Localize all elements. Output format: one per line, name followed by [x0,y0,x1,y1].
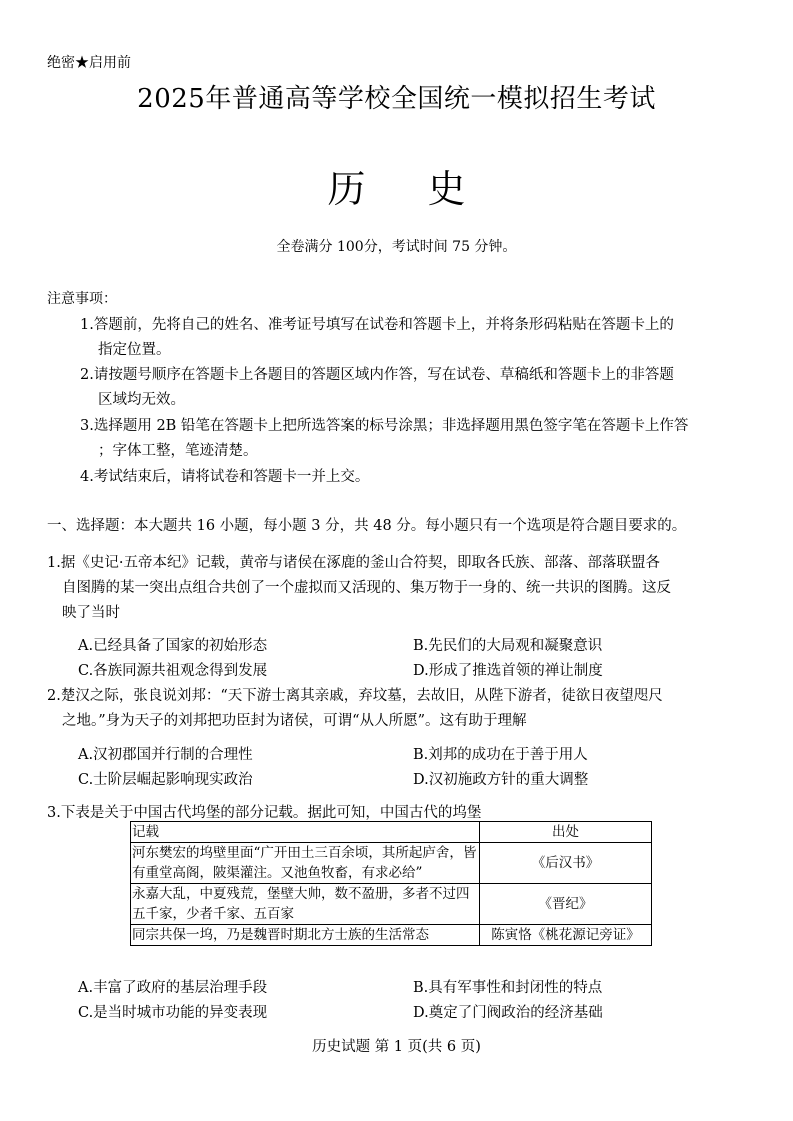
notice-item-3: 3.选择题用 2B 铅笔在答题卡上把所选答案的标号涂黑；非选择题用黑色签字笔在答题卡上作答 [80,418,689,434]
header-record: 记载 [131,822,480,843]
page-footer: 历史试题 第 1 页(共 6 页) [312,1039,481,1055]
question-1-stem-cont: 自图腾的某一突出点组合共创了一个虚拟而又活现的、集万物于一身的、统一共识的图腾。这反 [62,580,671,596]
notice-item-4: 4.考试结束后，请将试卷和答题卡一并上交。 [80,469,370,485]
subject-char-2: 史 [427,167,466,211]
question-3-option-b: B.具有军事性和封闭性的特点 [413,980,603,996]
question-3-option-a: A.丰富了政府的基层治理手段 [78,980,268,996]
notice-item-1-cont: 指定位置。 [98,342,171,358]
question-3-stem: 3.下表是关于中国古代坞堡的部分记载。据此可知，中国古代的坞堡 [47,805,482,821]
header-source: 出处 [480,822,652,843]
table-row [131,884,652,925]
question-1-stem: 1.据《史记·五帝本纪》记载，黄帝与诸侯在涿鹿的釜山合符契，即取各氏族、部落、部落联盟各 [47,555,660,571]
subject-char-1: 历 [327,167,366,211]
question-3-option-c: C.是当时城市功能的异变表现 [78,1005,268,1021]
question-2-option-a: A.汉初郡国并行制的合理性 [78,747,253,763]
exam-title: 2025年普通高等学校全国统一模拟招生考试 [137,84,656,114]
record-cell: 同宗共保一坞，乃是魏晋时期北方士族的生活常态 [131,925,480,946]
record-cell: 永嘉大乱，中夏残荒，堡壁大帅，数不盈册，多者不过四五千家，少者千家、五百家 [131,884,480,925]
subject-title [0,158,793,213]
confidential-label: 绝密★启用前 [47,55,131,71]
question-2-option-b: B.刘邦的成功在于善于用人 [413,747,588,763]
question-1-stem-cont2: 映了当时 [62,605,120,621]
source-cell: 《晋纪》 [480,884,652,925]
question-1-option-d: D.形成了推选首领的禅让制度 [413,663,603,679]
question-1-option-a: A.已经具备了国家的初始形态 [78,638,268,654]
notice-heading: 注意事项： [47,291,117,307]
question-2-stem-cont: 之地。”身为天子的刘邦把功臣封为诸侯，可谓“从人所愿”。这有助于理解 [62,713,527,729]
table-row [131,843,652,884]
notice-item-3-cont: ；字体工整，笔迹清楚。 [98,443,258,459]
record-cell: 河东樊宏的坞壁里面“广开田土三百余顷，其所起庐舍，皆有重堂高阁，陂渠灌注。又池鱼牧畜，有求必给” [131,843,480,884]
source-cell: 《后汉书》 [480,843,652,884]
notice-item-2-cont: 区域均无效。 [98,392,185,408]
question-2-stem: 2.楚汉之际，张良说刘邦：“天下游士离其亲戚，弃坟墓，去故旧，从陛下游者，徒欲日夜望咫尺 [47,688,663,704]
table-row [131,925,652,946]
question-2-option-d: D.汉初施政方针的重大调整 [413,772,589,788]
notice-item-1: 1.答题前，先将自己的姓名、准考证号填写在试卷和答题卡上，并将条形码粘贴在答题卡上的 [80,317,674,333]
question-1-option-c: C.各族同源共祖观念得到发展 [78,663,268,679]
notice-item-2: 2.请按题号顺序在答题卡上各题目的答题区域内作答，写在试卷、草稿纸和答题卡上的非答题 [80,367,674,383]
table-header-row [131,822,652,843]
section-heading: 一、选择题：本大题共 16 小题，每小题 3 分，共 48 分。每小题只有一个选项是符合题目要求的。 [47,518,687,534]
question-1-option-b: B.先民们的大局观和凝聚意识 [413,638,603,654]
source-cell: 陈寅恪《桃花源记旁证》 [480,925,652,946]
score-time-line: 全卷满分 100分，考试时间 75 分钟。 [276,239,517,255]
records-table [130,821,652,946]
question-2-option-c: C.士阶层崛起影响现实政治 [78,772,253,788]
question-3-option-d: D.奠定了门阀政治的经济基础 [413,1005,603,1021]
